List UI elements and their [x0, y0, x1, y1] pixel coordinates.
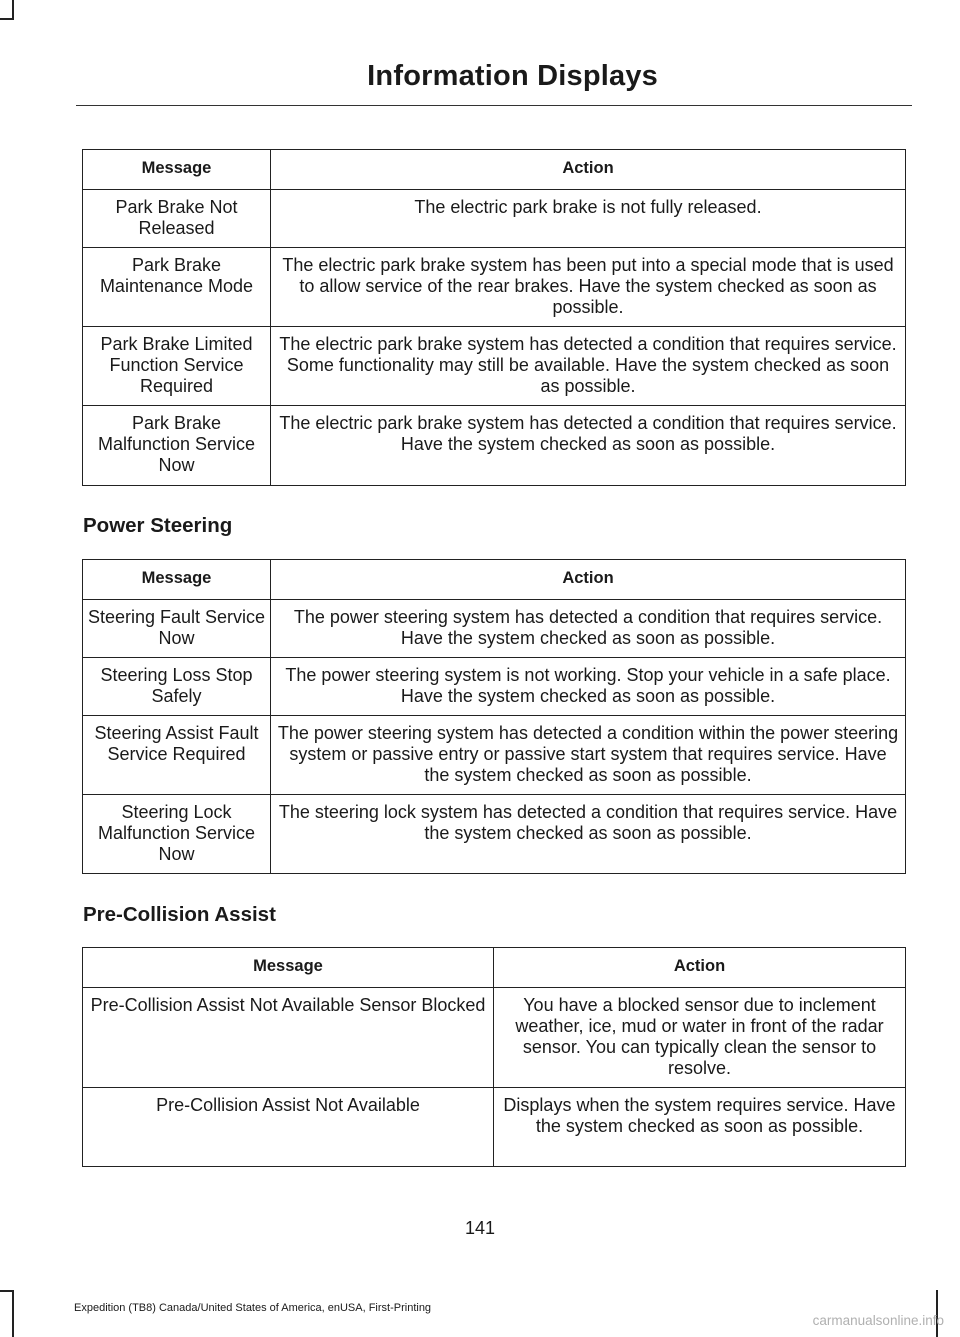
- table-header-row: [83, 948, 906, 988]
- action-cell: The power steering system has detected a condition within the power steering system or passive entry or passive start system that requires service. Have the system checked as soon as possible.: [271, 716, 906, 795]
- crop-mark: [12, 1290, 14, 1337]
- pre-collision-assist-heading: Pre-Collision Assist: [83, 903, 276, 926]
- table-row: [83, 658, 906, 716]
- watermark: carmanualsonline.info: [812, 1313, 944, 1328]
- message-column-header: Message: [83, 948, 494, 988]
- message-cell: Park Brake Maintenance Mode: [83, 248, 271, 327]
- message-column-header: Message: [83, 150, 271, 190]
- action-column-header: Action: [494, 948, 906, 988]
- table-row: [83, 988, 906, 1088]
- action-cell: The electric park brake is not fully released.: [271, 190, 906, 248]
- crop-mark: [0, 18, 14, 20]
- action-cell: You have a blocked sensor due to inclement weather, ice, mud or water in front of the radar sensor. You can typically clean the sensor to resolve.: [494, 988, 906, 1088]
- action-cell: The electric park brake system has been put into a special mode that is used to allow service of the rear brakes. Have the system checked as soon as possible.: [271, 248, 906, 327]
- action-column-header: Action: [271, 150, 906, 190]
- crop-mark: [0, 1290, 14, 1292]
- power-steering-table: [82, 559, 906, 874]
- message-cell: Park Brake Not Released: [83, 190, 271, 248]
- message-cell: Steering Assist Fault Service Required: [83, 716, 271, 795]
- table-header-row: [83, 560, 906, 600]
- power-steering-heading: Power Steering: [83, 514, 233, 537]
- page-title: Information Displays: [367, 60, 658, 92]
- action-cell: The electric park brake system has detected a condition that requires service. Have the system checked as soon as possible.: [271, 406, 906, 486]
- message-cell: Park Brake Limited Function Service Required: [83, 327, 271, 406]
- park-brake-table: [82, 149, 906, 486]
- message-cell: Steering Loss Stop Safely: [83, 658, 271, 716]
- message-cell: Park Brake Malfunction Service Now: [83, 406, 271, 486]
- table-row: [83, 406, 906, 486]
- message-cell: Steering Lock Malfunction Service Now: [83, 795, 271, 874]
- action-cell: The steering lock system has detected a condition that requires service. Have the system checked as soon as possible.: [271, 795, 906, 874]
- table-header-row: [83, 150, 906, 190]
- footer-text: Expedition (TB8) Canada/United States of America, enUSA, First-Printing: [74, 1302, 432, 1314]
- action-cell: The electric park brake system has detected a condition that requires service. Some functionality may still be available. Have the system checked as soon as possible.: [271, 327, 906, 406]
- table-row: [83, 190, 906, 248]
- action-cell: The power steering system is not working. Stop your vehicle in a safe place. Have the system checked as soon as possible.: [271, 658, 906, 716]
- pre-collision-assist-table: [82, 947, 906, 1167]
- table-row: [83, 795, 906, 874]
- action-cell: The power steering system has detected a condition that requires service. Have the system checked as soon as possible.: [271, 600, 906, 658]
- table-row: [83, 716, 906, 795]
- page-number: 141: [464, 1218, 496, 1238]
- message-cell: Pre-Collision Assist Not Available Sensor Blocked: [83, 988, 494, 1088]
- message-cell: Steering Fault Service Now: [83, 600, 271, 658]
- table-row: [83, 1088, 906, 1167]
- action-cell: Displays when the system requires service. Have the system checked as soon as possible.: [494, 1088, 906, 1167]
- message-column-header: Message: [83, 560, 271, 600]
- table-row: [83, 327, 906, 406]
- table-row: [83, 600, 906, 658]
- crop-mark: [12, 0, 14, 20]
- action-column-header: Action: [271, 560, 906, 600]
- message-cell: Pre-Collision Assist Not Available: [83, 1088, 494, 1167]
- header-divider: [76, 105, 912, 106]
- table-row: [83, 248, 906, 327]
